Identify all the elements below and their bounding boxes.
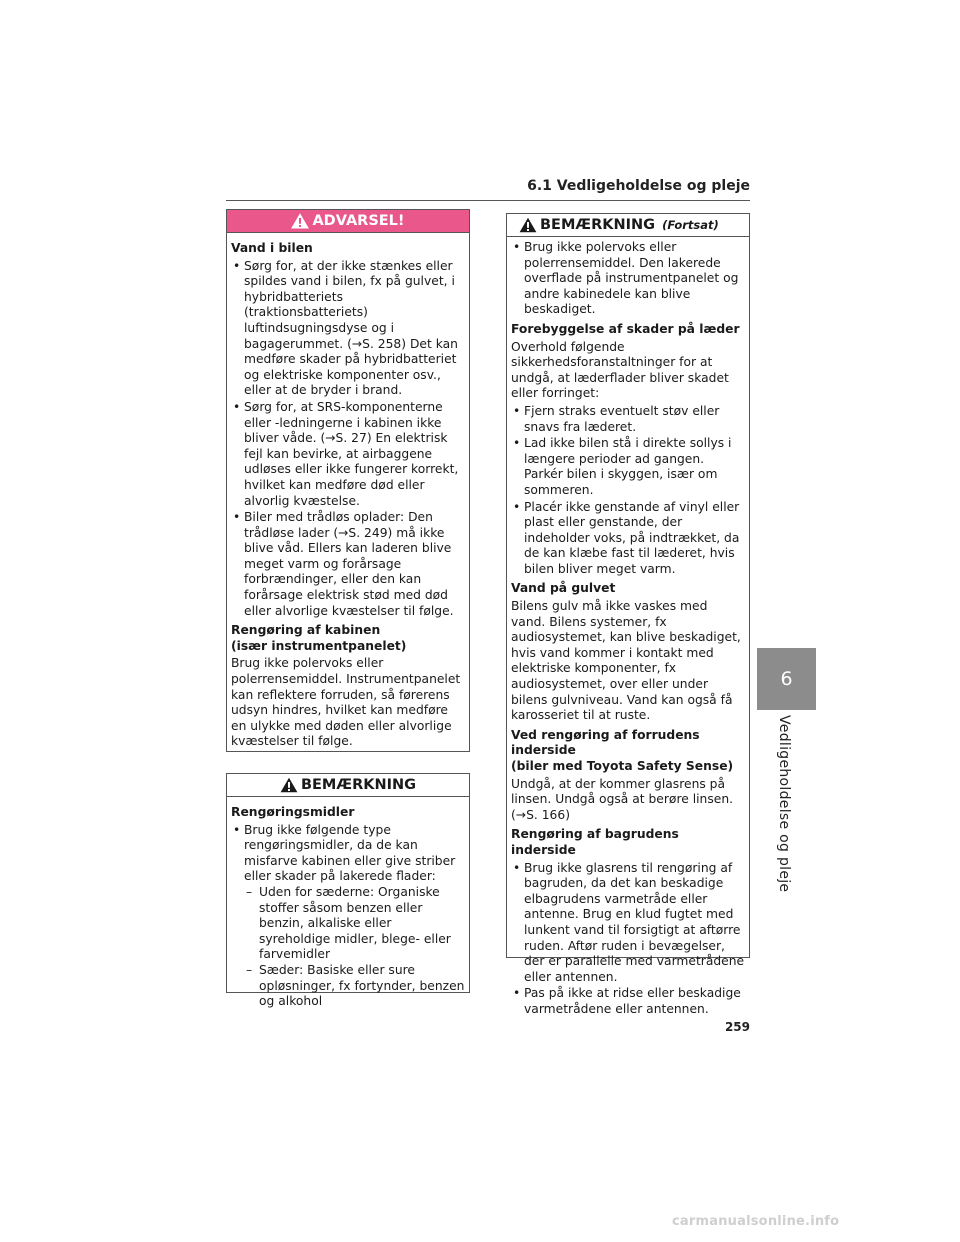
chapter-title: Vedligeholdelse og pleje	[776, 715, 792, 893]
warning-triangle-icon	[280, 777, 298, 793]
warning-cabin-text: Brug ikke polervoks eller polerrensemiddel. Instrumentpanelet kan reflektere forruden, så førerens udsyn hindres, hvilket kan medføre en ulykke med døden eller alvorlige kvæstelser til følge.	[231, 656, 461, 749]
list-item: • Pas på ikke at ridse eller beskadige varmetrådene eller antennen.	[511, 986, 745, 1017]
note-leather-text: Overhold følgende sikkerhedsforanstaltninger for at undgå, at læderflader bliver skadet eller forringet:	[511, 339, 729, 401]
note-header	[507, 214, 749, 237]
list-item: • Fjern straks eventuelt støv eller snavs fra læderet.	[511, 404, 745, 435]
note-box-cleaning-agents	[226, 773, 470, 1009]
chapter-tab: 6	[757, 648, 816, 710]
note-leather-list	[511, 404, 745, 578]
note-title: BEMÆRKNING	[540, 217, 656, 233]
warning-heading-water: Vand i bilen	[231, 241, 313, 255]
warning-triangle-icon	[519, 217, 537, 233]
note-list	[231, 823, 465, 1010]
section-header: 6.1 Vedligeholdelse og pleje	[226, 178, 750, 201]
note-windshield-text: Undgå, at der kommer glasrens på linsen. Undgå også at berøre linsen. (→S. 166)	[511, 776, 734, 822]
note-list	[511, 240, 745, 318]
note-heading-floor: Vand på gulvet	[511, 581, 616, 596]
list-item: • Brug ikke følgende type rengøringsmidler, da de kan misfarve kabinen eller give striber eller skader på lakerede flader: – Uden for sæderne: Organiske stoffer såsom benzen eller benzin, alkaliske eller syreholdige midler, blege- eller farvemidler – Sæder: Basiske eller sure opløsninger, fx fortynder, benzen og alkohol	[231, 823, 465, 1010]
warning-body	[227, 233, 469, 758]
list-item: • Lad ikke bilen stå i direkte sollys i længere perioder ad gangen. Parkér bilen i skyggen, især om sommeren.	[511, 436, 745, 498]
note-floor-text: Bilens gulv må ikke vaskes med vand. Bilens systemer, fx audiosystemet, kan blive beskadiget, hvis vand kommer i kontakt med elektriske komponenter, fx audiosystemet, over eller under bilens gulvniveau. Vand kan også få karosseriet til at ruste.	[511, 599, 741, 723]
note-header	[227, 774, 469, 797]
page-number: 259	[724, 1020, 750, 1034]
warning-heading-cabin: Rengøring af kabinen (især instrumentpanelet)	[231, 623, 407, 653]
list-item: • Biler med trådløs oplader: Den trådløse lader (→S. 249) må ikke blive våd. Ellers kan laderen blive meget varm og forårsage forbrændinger, eller den kan forårsage elektrisk stød med død eller alvorlige kvæstelser til følge.	[231, 510, 465, 619]
warning-title: ADVARSEL!	[312, 213, 405, 229]
warning-water-list	[231, 259, 465, 620]
note-body	[227, 797, 469, 1017]
warning-header	[227, 210, 469, 233]
note-heading: Rengøringsmidler	[231, 805, 355, 819]
list-item: • Placér ikke genstande af vinyl eller plast eller genstande, der indeholder voks, på indtrækket, da de kan klæbe fast til læderet, hvis bilen bliver meget varm.	[511, 500, 745, 578]
list-item: • Brug ikke glasrens til rengøring af bagruden, da det kan beskadige elbagrudens varmetråde eller antenne. Brug en klud fugtet med lunkent vand til forsigtigt at aftørre ruden. Aftør ruden i bevægelser, der er parallelle med varmetrådene eller antennen.	[511, 861, 745, 986]
note-body	[507, 237, 749, 1025]
list-item: • Brug ikke polervoks eller polerrensemiddel. Den lakerede overflade på instrumentpanelet og andre kabinedele kan blive beskadiget.	[511, 240, 745, 318]
continued-tag: (Fortsat)	[662, 218, 719, 232]
note-title: BEMÆRKNING	[300, 777, 417, 793]
watermark: carmanualsonline.info	[672, 1214, 840, 1229]
list-item: • Sørg for, at SRS-komponenterne eller -ledningerne i kabinen ikke bliver våde. (→S. 27) En elektrisk fejl kan bevirke, at airbaggene udløses eller ikke fungerer korrekt, hvilket kan medføre død eller alvorlig kvæstelse.	[231, 400, 465, 509]
note-dash-list	[244, 885, 465, 1010]
note-rear-window-list	[511, 861, 745, 1018]
list-item: • Sørg for, at der ikke stænkes eller spildes vand i bilen, fx på gulvet, i hybridbatteriets (traktionsbatteriets) luftindsugningsdyse og i bagagerummet. (→S. 258) Det kan medføre skader på hybridbatteriet og elektriske komponenter osv., eller at de bryder i brand.	[231, 259, 465, 399]
warning-box	[226, 209, 470, 752]
warning-triangle-icon	[291, 213, 309, 229]
note-heading-windshield: Ved rengøring af forrudens inderside (biler med Toyota Safety Sense)	[511, 727, 734, 773]
note-box-continued	[506, 213, 750, 1016]
note-heading-leather: Forebyggelse af skader på læder	[511, 321, 740, 336]
note-heading-rear-window: Rengøring af bagrudens inderside	[511, 827, 679, 857]
list-item: – Uden for sæderne: Organiske stoffer såsom benzen eller benzin, alkaliske eller syreholdige midler, blege- eller farvemidler	[246, 885, 465, 963]
list-item: – Sæder: Basiske eller sure opløsninger, fx fortynder, benzen og alkohol	[246, 963, 465, 1010]
